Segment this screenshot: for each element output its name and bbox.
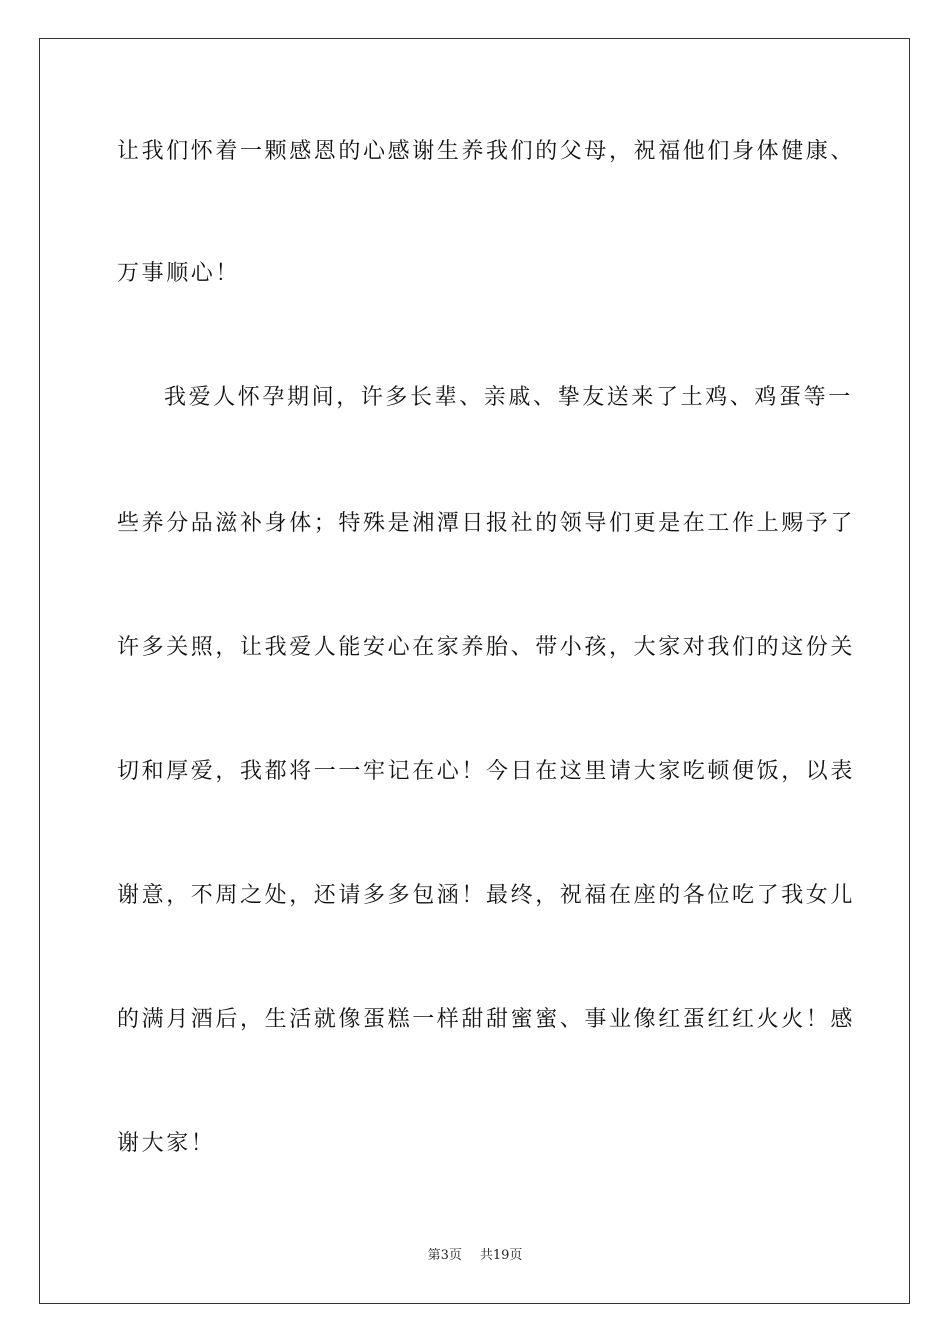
paragraph-start-line: 我爱人怀孕期间，许多长辈、亲戚、挚友送来了土鸡、鸡蛋等一 (164, 385, 853, 410)
body-text-line: 万事顺心！ (117, 261, 241, 286)
body-text-line: 切和厚爱，我都将一一牢记在心！今日在这里请大家吃顿便饭，以表 (117, 759, 856, 784)
body-text-line: 些养分品滋补身体；特殊是湘潭日报社的领导们更是在工作上赐予了 (117, 511, 856, 536)
page-number-total: 共19页 (479, 1248, 523, 1263)
body-text-line: 谢意，不周之处，还请多多包涵！最终，祝福在座的各位吃了我女儿 (117, 883, 856, 908)
body-text-line: 谢大家！ (117, 1131, 216, 1156)
page-number-current: 第3页 (427, 1248, 462, 1263)
body-text-line: 让我们怀着一颗感恩的心感谢生养我们的父母，祝福他们身体健康、 (117, 139, 856, 164)
body-text-line: 许多关照，让我爱人能安心在家养胎、带小孩，大家对我们的这份关 (117, 635, 856, 660)
body-text-line: 的满月酒后，生活就像蛋糕一样甜甜蜜蜜、事业像红蛋红红火火！感 (117, 1007, 856, 1032)
page-border (39, 38, 910, 1304)
page-footer (0, 1247, 950, 1265)
